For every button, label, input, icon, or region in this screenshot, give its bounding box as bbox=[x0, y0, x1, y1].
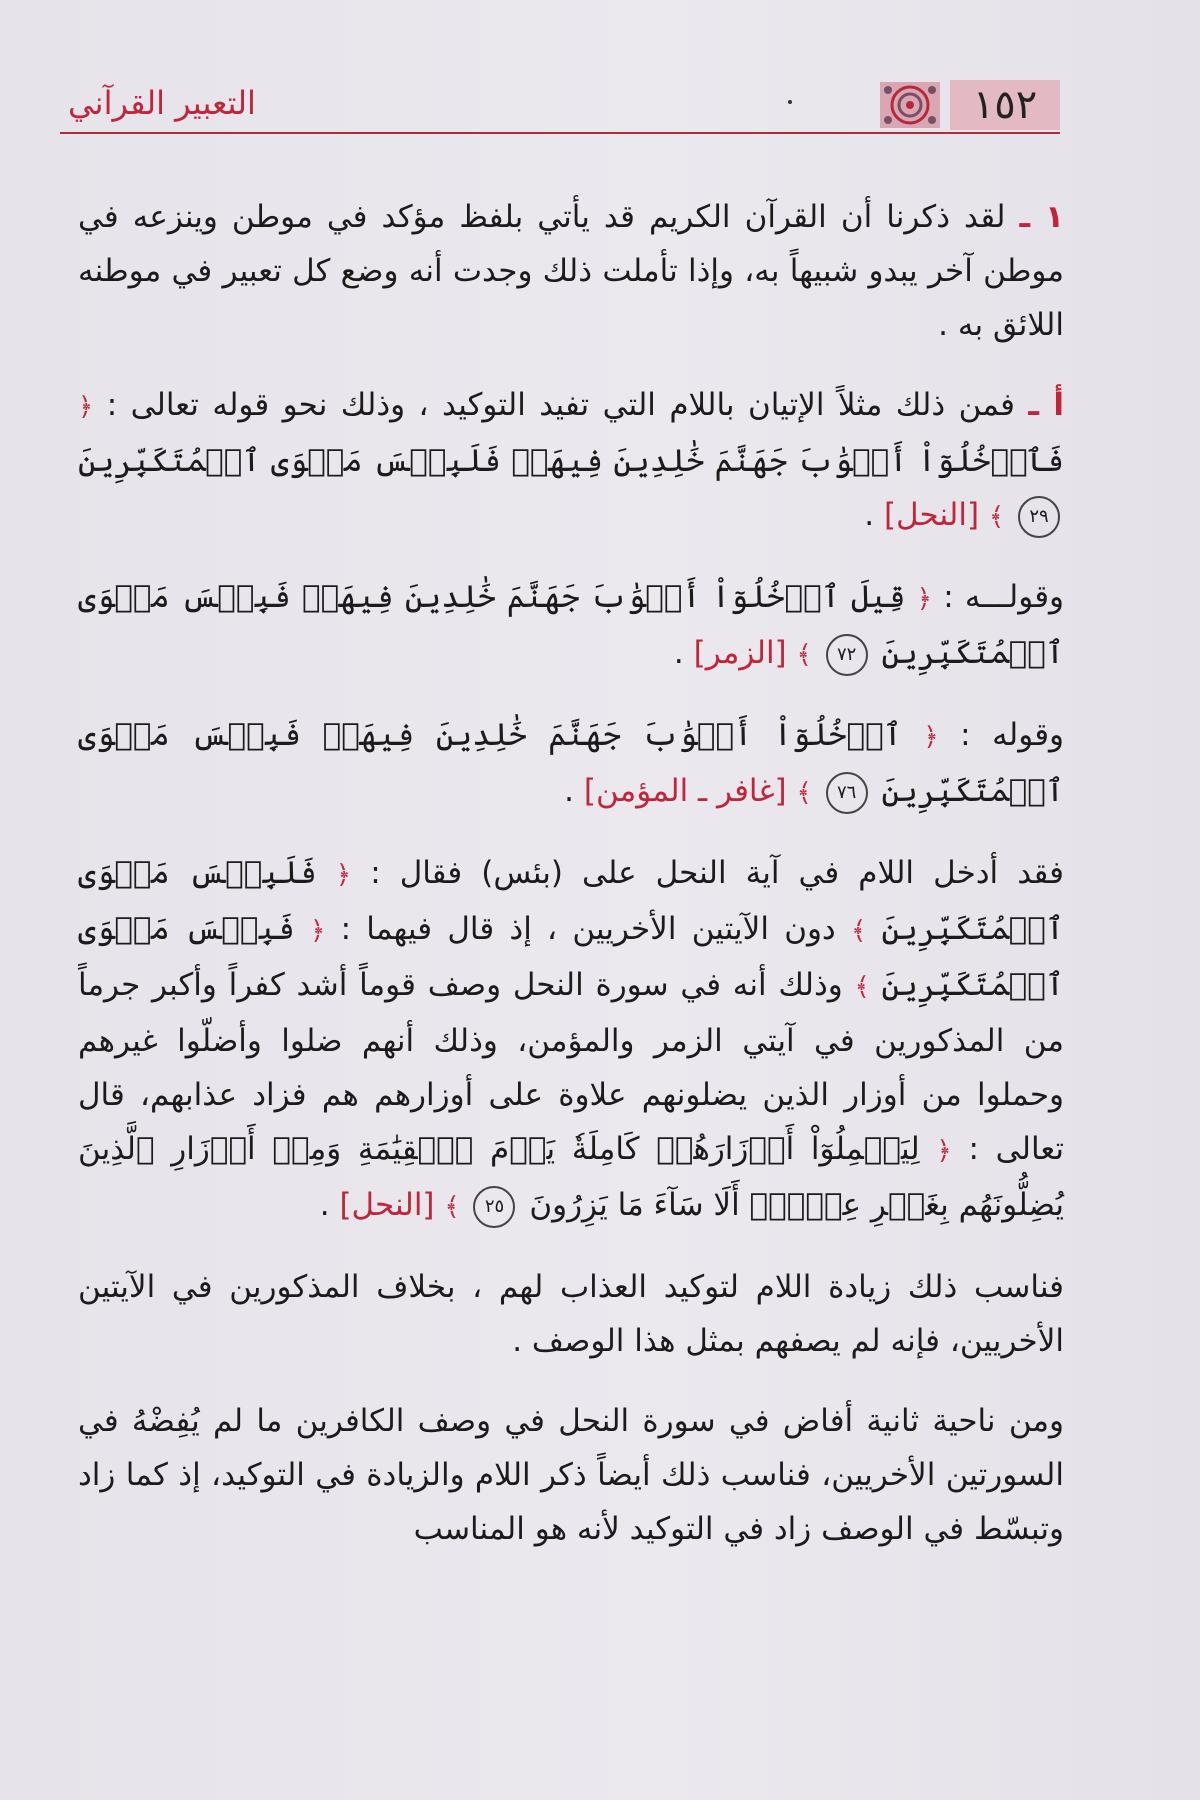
quran-bracket-open: ﴿ bbox=[310, 916, 326, 946]
quran-bracket-open: ﴿ bbox=[335, 860, 352, 890]
floral-ornament-icon bbox=[880, 82, 940, 128]
ayah-number: ٧٦ bbox=[826, 772, 868, 814]
quran-bracket-close: ﴾ bbox=[851, 916, 867, 946]
quran-verse: فَٱدۡخُلُوٓاْ أَبۡوَٰبَ جَهَنَّمَ خَٰلِدِينَ فِيهَاۖ فَلَبِئۡسَ مَثۡوَى ٱلۡمُتَكَبِّرِينَ bbox=[78, 443, 1064, 479]
period: . bbox=[864, 497, 884, 533]
period: . bbox=[673, 635, 694, 671]
paragraph-7 bbox=[78, 1394, 1064, 1556]
item-marker: ١ ـ bbox=[1019, 199, 1064, 235]
surah-reference: [غافر ـ المؤمن] bbox=[583, 773, 787, 809]
paragraph-text: لقد ذكرنا أن القرآن الكريم قد يأتي بلفظ مؤكد في موطن وينزعه في موطن آخر يبدو شبيهاً به، وإذا تأملت ذلك وجدت أنه وضع كل تعبير في موطنه اللائق به . bbox=[78, 199, 1064, 343]
header-rule bbox=[60, 132, 1060, 134]
period: . bbox=[564, 773, 584, 809]
quran-bracket-open: ﴿ bbox=[916, 584, 933, 614]
surah-reference: [الزمر] bbox=[693, 635, 787, 671]
surah-reference: [النحل] bbox=[339, 1187, 435, 1223]
quran-verse: فَلَبِئۡسَ مَثۡوَى ٱلۡمُتَكَبِّرِينَ bbox=[78, 855, 1065, 947]
paragraph-text: ومن ناحية ثانية أفاض في سورة النحل في وصف الكافرين ما لم يُفِضْهُ في السورتين الأخريين، فناسب ذلك أيضاً ذكر اللام والزيادة في التوكيد، إذ كما زاد وتبسّط في الوصف زاد في التوكيد لأنه هو المناسب bbox=[78, 1403, 1064, 1547]
quran-bracket-close: ﴾ bbox=[988, 502, 1005, 532]
quran-bracket-open: ﴿ bbox=[78, 392, 94, 422]
paragraph-5 bbox=[78, 846, 1064, 1234]
paragraph-4 bbox=[78, 708, 1064, 820]
paragraph-6 bbox=[78, 1260, 1064, 1368]
quran-bracket-close: ﴾ bbox=[854, 972, 870, 1002]
quran-bracket-open: ﴿ bbox=[923, 722, 939, 752]
paragraph-text: وقوله : bbox=[960, 717, 1065, 753]
quran-verse: قِيلَ ٱدۡخُلُوٓاْ أَبۡوَٰبَ جَهَنَّمَ خَٰلِدِينَ فِيهَاۖ فَبِئۡسَ مَثۡوَى ٱلۡمُتَكَبِّرِينَ bbox=[78, 579, 1064, 671]
paragraph-text: وذلك أنه في سورة النحل وصف قوماً أشد كفراً وأكبر جرماً من المذكورين في آيتي الزمر والمؤمن، وذلك أنهم ضلوا وأضلّوا غيرهم وحملوا من أوزار الذين يضلونهم علاوة على أوزارهم هم فزاد عذابهم، قال تعالى : bbox=[78, 967, 1064, 1167]
quran-bracket-close: ﴾ bbox=[444, 1192, 460, 1222]
paragraph-3 bbox=[78, 570, 1064, 682]
paragraph-text: فناسب ذلك زيادة اللام لتوكيد العذاب لهم ، بخلاف المذكورين في الآيتين الأخريين، فإنه لم يصفهم بمثل هذا الوصف . bbox=[78, 1269, 1064, 1359]
page-body bbox=[78, 190, 1064, 1582]
quran-bracket-close: ﴾ bbox=[796, 640, 812, 670]
quran-verse: ٱدۡخُلُوٓاْ أَبۡوَٰبَ جَهَنَّمَ خَٰلِدِينَ فِيهَاۖ فَبِئۡسَ مَثۡوَى ٱلۡمُتَكَبِّرِينَ bbox=[78, 717, 1064, 809]
page-header bbox=[60, 80, 1060, 140]
paragraph-1 bbox=[78, 190, 1064, 352]
ayah-number: ٢٩ bbox=[1018, 496, 1060, 538]
item-marker: أ ـ bbox=[1028, 387, 1065, 423]
period: . bbox=[319, 1187, 340, 1223]
surah-reference: [النحل] bbox=[883, 497, 980, 533]
paragraph-text: فمن ذلك مثلاً الإتيان باللام التي تفيد التوكيد ، وذلك نحو قوله تعالى : bbox=[106, 387, 1015, 423]
paragraph-text: دون الآيتين الأخريين ، إذ قال فيهما : bbox=[340, 911, 836, 947]
paragraph-2 bbox=[78, 378, 1064, 544]
page-number: ١٥٢ bbox=[950, 80, 1060, 130]
paragraph-text: فقد أدخل اللام في آية النحل على (بئس) فقال : bbox=[370, 855, 1064, 891]
quran-verse: فَبِئۡسَ مَثۡوَى ٱلۡمُتَكَبِّرِينَ bbox=[78, 911, 1065, 1003]
paragraph-text: وقولـــه : bbox=[943, 579, 1064, 615]
ink-speck bbox=[788, 100, 792, 104]
quran-verse: لِيَحۡمِلُوٓاْ أَوۡزَارَهُمۡ كَامِلَةٗ يَوۡمَ ٱلۡقِيَٰمَةِ وَمِنۡ أَوۡزَارِ ٱلَّذِينَ يُضِلُّونَهُم بِغَيۡرِ عِلۡمٍۗ أَلَا سَآءَ مَا يَزِرُونَ bbox=[78, 1131, 1064, 1223]
quran-bracket-close: ﴾ bbox=[796, 778, 812, 808]
ayah-number: ٢٥ bbox=[473, 1186, 515, 1228]
running-title: التعبير القرآني bbox=[68, 84, 256, 122]
quran-bracket-open: ﴿ bbox=[936, 1136, 952, 1166]
ayah-number: ٧٢ bbox=[826, 634, 868, 676]
